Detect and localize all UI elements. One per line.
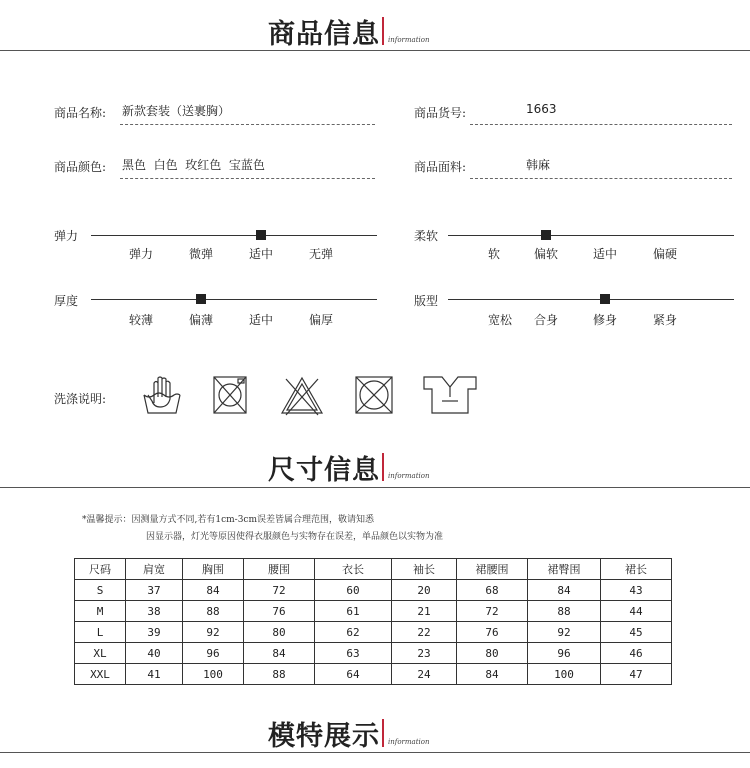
dashed-underline (470, 178, 732, 179)
table-cell: 88 (183, 601, 244, 622)
no-bleach-icon (278, 373, 326, 417)
fit-option: 修身 (593, 313, 618, 327)
size-note-line1: *温馨提示：因测量方式不同,若有1cm-3cm误差皆属合理范围，敬请知悉 (82, 515, 375, 525)
product-fabric-label: 商品面料: (414, 160, 467, 174)
section-title-size-info: 尺寸信息 (268, 455, 380, 486)
elasticity-option: 无弹 (309, 247, 334, 261)
table-cell: 80 (244, 622, 315, 643)
softness-scale (448, 235, 734, 236)
thickness-scale (91, 299, 377, 300)
table-row (75, 664, 672, 685)
dashed-underline (120, 124, 375, 125)
table-cell: 76 (457, 622, 528, 643)
flat-dry-icon (420, 373, 480, 417)
table-cell: 92 (528, 622, 601, 643)
table-cell: 88 (528, 601, 601, 622)
table-cell: 96 (183, 643, 244, 664)
table-cell: 84 (244, 643, 315, 664)
table-cell: 43 (601, 580, 672, 601)
thickness-label: 厚度 (54, 294, 79, 308)
table-cell: S (75, 580, 126, 601)
table-cell: 45 (601, 622, 672, 643)
no-dry-clean-icon (352, 373, 396, 417)
table-cell: 80 (457, 643, 528, 664)
softness-option: 适中 (593, 247, 618, 261)
elasticity-marker (256, 230, 266, 240)
fit-scale (448, 299, 734, 300)
fit-option: 合身 (534, 313, 559, 327)
table-cell: 44 (601, 601, 672, 622)
size-table (74, 558, 672, 685)
product-name-value: 新款套装（送裹胸） (122, 104, 231, 118)
table-cell: 76 (244, 601, 315, 622)
table-cell: 84 (528, 580, 601, 601)
softness-option: 偏软 (534, 247, 559, 261)
divider (0, 752, 750, 753)
table-cell: 72 (244, 580, 315, 601)
softness-option: 软 (488, 247, 501, 261)
section-subtitle: information (388, 472, 430, 480)
elasticity-label: 弹力 (54, 229, 79, 243)
softness-label: 柔软 (414, 229, 439, 243)
table-cell: 88 (244, 664, 315, 685)
table-cell: 39 (126, 622, 183, 643)
table-cell: 96 (528, 643, 601, 664)
title-accent-bar (382, 17, 384, 45)
fit-marker (600, 294, 610, 304)
section-title-product-info: 商品信息 (268, 19, 380, 50)
table-cell: 62 (315, 622, 392, 643)
thickness-option: 偏厚 (309, 313, 334, 327)
table-header-cell: 腰围 (244, 559, 315, 580)
table-header-cell: 裙长 (601, 559, 672, 580)
table-row (75, 580, 672, 601)
table-row (75, 622, 672, 643)
fit-option: 紧身 (653, 313, 678, 327)
table-cell: 38 (126, 601, 183, 622)
softness-option: 偏硬 (653, 247, 678, 261)
table-header-cell: 衣长 (315, 559, 392, 580)
table-cell: L (75, 622, 126, 643)
table-row (75, 601, 672, 622)
washing-label: 洗涤说明: (54, 392, 107, 406)
table-cell: 64 (315, 664, 392, 685)
table-cell: 22 (392, 622, 457, 643)
section-subtitle: information (388, 36, 430, 44)
elasticity-option: 弹力 (129, 247, 154, 261)
table-cell: 92 (183, 622, 244, 643)
product-name-label: 商品名称: (54, 106, 107, 120)
table-cell: 84 (457, 664, 528, 685)
table-cell: 61 (315, 601, 392, 622)
section-title-model-show: 模特展示 (268, 721, 380, 752)
size-note-line2: 因显示器，灯光等原因使得衣服颜色与实物存在误差，单品颜色以实物为准 (146, 532, 444, 542)
fit-option: 宽松 (488, 313, 513, 327)
section-subtitle: information (388, 738, 430, 746)
table-cell: 47 (601, 664, 672, 685)
table-cell: 41 (126, 664, 183, 685)
title-accent-bar (382, 453, 384, 481)
table-header-cell: 袖长 (392, 559, 457, 580)
table-cell: 20 (392, 580, 457, 601)
table-cell: M (75, 601, 126, 622)
table-cell: 37 (126, 580, 183, 601)
table-cell: 63 (315, 643, 392, 664)
thickness-marker (196, 294, 206, 304)
product-color-label: 商品颜色: (54, 160, 107, 174)
table-cell: 46 (601, 643, 672, 664)
thickness-option: 较薄 (129, 313, 154, 327)
elasticity-option: 微弹 (189, 247, 214, 261)
table-cell: XL (75, 643, 126, 664)
table-row (75, 643, 672, 664)
table-header-row (75, 559, 672, 580)
table-cell: 24 (392, 664, 457, 685)
table-cell: 40 (126, 643, 183, 664)
softness-marker (541, 230, 551, 240)
table-header-cell: 肩宽 (126, 559, 183, 580)
fit-label: 版型 (414, 294, 439, 308)
product-fabric-value: 韩麻 (526, 158, 551, 172)
table-header-cell: 裙臀围 (528, 559, 601, 580)
title-accent-bar (382, 719, 384, 747)
table-cell: 72 (457, 601, 528, 622)
table-cell: 84 (183, 580, 244, 601)
table-header-cell: 尺码 (75, 559, 126, 580)
no-tumble-dry-icon (210, 373, 250, 417)
table-cell: 100 (183, 664, 244, 685)
table-header-cell: 裙腰围 (457, 559, 528, 580)
table-cell: 68 (457, 580, 528, 601)
dashed-underline (470, 124, 732, 125)
divider (0, 487, 750, 488)
elasticity-option: 适中 (249, 247, 274, 261)
elasticity-scale (91, 235, 377, 236)
product-color-value: 黑色 白色 玫红色 宝蓝色 (122, 158, 265, 172)
hand-wash-icon (140, 373, 184, 417)
table-cell: 60 (315, 580, 392, 601)
thickness-option: 偏薄 (189, 313, 214, 327)
product-sku-label: 商品货号: (414, 106, 467, 120)
table-cell: 21 (392, 601, 457, 622)
table-cell: XXL (75, 664, 126, 685)
thickness-option: 适中 (249, 313, 274, 327)
table-header-cell: 胸围 (183, 559, 244, 580)
product-sku-value: 1663 (526, 102, 557, 116)
divider (0, 50, 750, 51)
table-cell: 23 (392, 643, 457, 664)
dashed-underline (120, 178, 375, 179)
table-cell: 100 (528, 664, 601, 685)
